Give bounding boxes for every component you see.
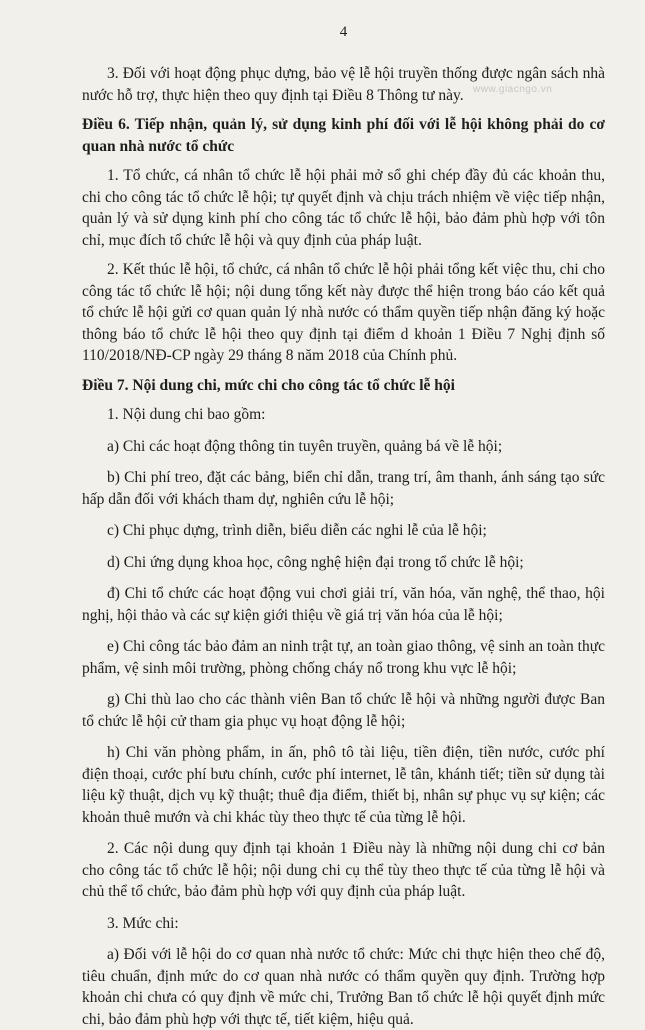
article-6-paragraph-2: 2. Kết thúc lễ hội, tổ chức, cá nhân tổ chức lễ hội phải tổng kết việc thu, chi cho công tác tổ chức lễ hội; nội dung tổng kết này được thể hiện trong báo cáo kết quả tổ chức lễ hội gửi cơ quan quản lý nhà nước có thẩm quyền tiếp nhận đăng ký hoặc thông báo tổ chức lễ hội theo quy định tại điểm d khoản 1 Điều 7 Nghị định số 110/2018/NĐ-CP ngày 29 tháng 8 năm 2018 của Chính phủ. <box>82 261 605 364</box>
article-7-paragraph-1: 1. Nội dung chi bao gồm: <box>107 406 266 423</box>
article-7-paragraph-3: 3. Mức chi: <box>107 914 179 932</box>
article-7-heading: Điều 7. Nội dung chi, mức chi cho công tác tổ chức lễ hội <box>82 376 455 394</box>
list-item-a: a) Chi các hoạt động thông tin tuyên truyền, quảng bá về lễ hội; <box>107 437 503 455</box>
article-7-paragraph-3a: a) Đối với lễ hội do cơ quan nhà nước tổ chức: Mức chi thực hiện theo chế độ, tiêu chuẩn, định mức do cơ quan nhà nước có thẩm quyền quy định. Trường hợp khoản chi chưa có quy định về mức chi, Trưởng Ban tổ chức lễ hội quyết định mức chi, bảo đảm phù hợp với thực tế, tiết kiệm, hiệu quả. <box>82 946 605 1028</box>
article-7-paragraph-2: 2. Các nội dung quy định tại khoản 1 Điều này là những nội dung chi cơ bản cho công tác tổ chức lễ hội; nội dung chi cụ thể tùy theo thực tế của từng lễ hội và chủ thể tổ chức, bảo đảm phù hợp với quy định của pháp luật. <box>82 840 605 900</box>
paragraph-intro: 3. Đối với hoạt động phục dựng, bảo vệ lễ hội truyền thống được ngân sách nhà nước hỗ trợ, thực hiện theo quy định tại Điều 8 Thông tư này. <box>82 65 605 104</box>
list-item-dd: đ) Chi tổ chức các hoạt động vui chơi giải trí, văn hóa, văn nghệ, thể thao, hội nghị, hội thảo và các sự kiện giới thiệu về giá trị văn hóa của lễ hội; <box>82 585 605 624</box>
list-item-b: b) Chi phí treo, đặt các bảng, biển chỉ dẫn, trang trí, âm thanh, ánh sáng tạo sức hấp dẫn đối với khách tham dự, nghiên cứu lễ hội; <box>82 469 605 508</box>
list-item-h: h) Chi văn phòng phẩm, in ấn, phô tô tài liệu, tiền điện, tiền nước, cước phí điện thoại, cước phí bưu chính, cước phí internet, lễ tân, khánh tiết; tiền sử dụng tài liệu kỹ thuật, dịch vụ kỹ thuật; thuê địa điểm, thiết bị, nhân sự phục vụ sự kiện; các khoản thuê mướn và chi khác tùy theo thực tế của từng lễ hội. <box>82 744 605 826</box>
list-item-d: d) Chi ứng dụng khoa học, công nghệ hiện đại trong tổ chức lễ hội; <box>107 553 524 571</box>
article-6-heading: Điều 6. Tiếp nhận, quản lý, sử dụng kinh phí đối với lễ hội không phải do cơ quan nhà nước tổ chức <box>82 116 605 155</box>
article-6-paragraph-1: 1. Tổ chức, cá nhân tổ chức lễ hội phải mở sổ ghi chép đầy đủ các khoản thu, chi cho công tác tổ chức lễ hội; tự quyết định và chịu trách nhiệm về việc tiếp nhận, quản lý và sử dụng kinh phí cho công tác tổ chức lễ hội, bảo đảm phù hợp với tôn chỉ, mục đích tổ chức lễ hội và quy định của pháp luật. <box>82 167 605 249</box>
watermark: www.giacngo.vn <box>473 84 553 95</box>
list-item-e: e) Chi công tác bảo đảm an ninh trật tự, an toàn giao thông, vệ sinh an toàn thực phẩm, vệ sinh môi trường, phòng chống cháy nổ trong khu vực lễ hội; <box>82 638 605 677</box>
list-item-g: g) Chi thù lao cho các thành viên Ban tổ chức lễ hội và những người được Ban tổ chức lễ hội cử tham gia phục vụ hoạt động lễ hội; <box>82 691 605 730</box>
list-item-c: c) Chi phục dựng, trình diễn, biểu diễn các nghi lễ của lễ hội; <box>107 522 487 539</box>
page-number: 4 <box>339 24 348 40</box>
